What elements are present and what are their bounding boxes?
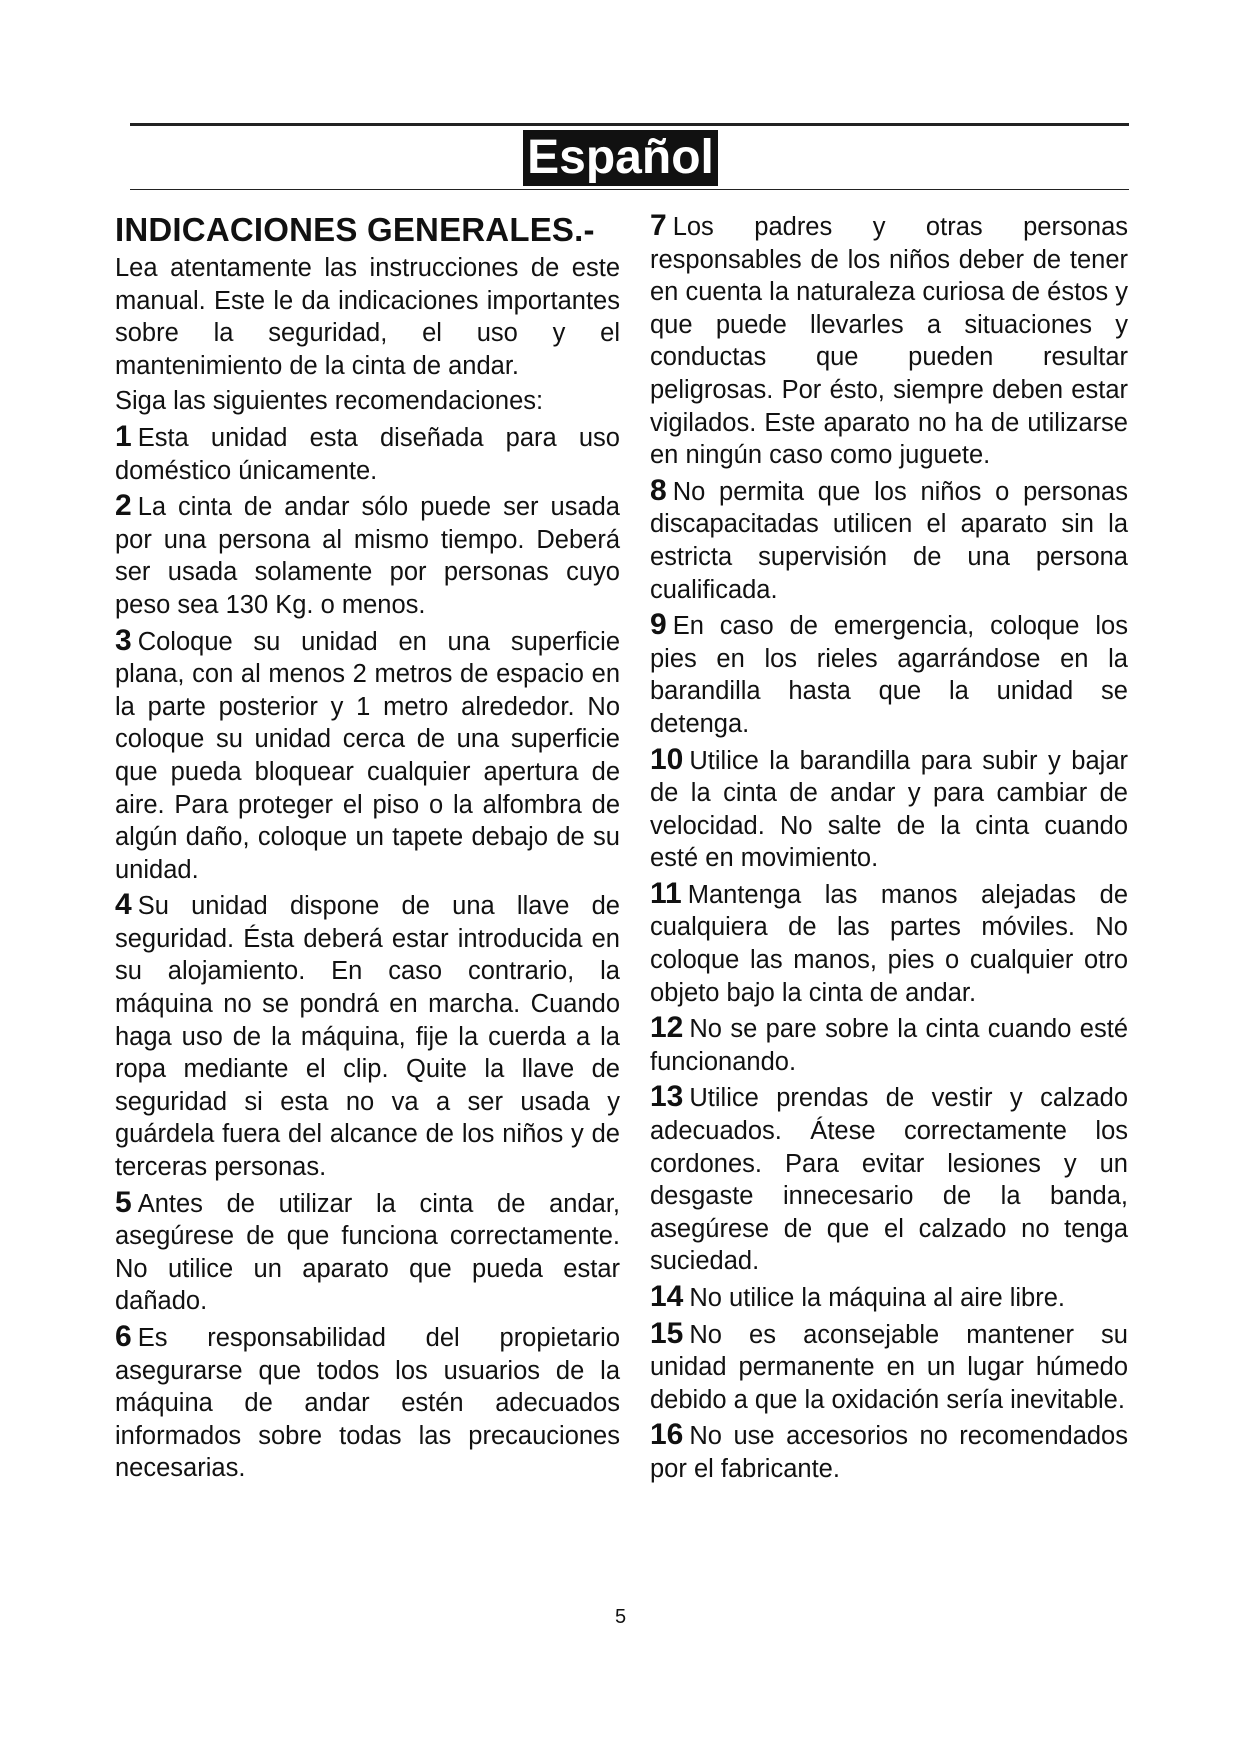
header-bottom-rule [130, 189, 1129, 190]
right-column [650, 210, 1128, 1489]
item-number: 7 [650, 209, 667, 242]
item-text: Coloque su unidad en una superficie plana, con al menos 2 metros de espacio en la parte posterior y 1 metro alrededor. No coloque su unidad cerca de una superficie que pueda bloquear cualquier apertura de aire. Para proteger el piso o la alfombra de algún daño, coloque un tapete debajo de su unidad. [115, 627, 620, 884]
list-item [650, 1318, 1128, 1417]
item-number: 5 [115, 1185, 132, 1219]
item-text: No use accesorios no recomendados por el fabricante. [650, 1422, 1128, 1483]
item-number: 16 [650, 1418, 684, 1452]
list-item [650, 475, 1128, 606]
item-text: Es responsabilidad del propietario asegurarse que todos los usuarios de la máquina de andar estén adecuados informados sobre todas las precauciones necesarias. [115, 1324, 620, 1483]
language-header [0, 130, 1241, 186]
item-text: No se pare sobre la cinta cuando esté funcionando. [650, 1015, 1128, 1076]
page-number: 5 [614, 1606, 627, 1628]
item-number: 3 [115, 623, 132, 657]
list-item [650, 878, 1128, 1009]
list-item [650, 1012, 1128, 1078]
lead-paragraph: Siga las siguientes recomendaciones: [115, 387, 544, 416]
language-label: Español [523, 130, 718, 186]
item-text: La cinta de andar sólo puede ser usada por una persona al mismo tiempo. Deberá ser usada solamente por personas cuyo peso sea 130 Kg. o menos. [115, 493, 620, 619]
item-number: 13 [650, 1080, 684, 1114]
item-text: No es aconsejable mantener su unidad permanente en un lugar húmedo debido a que la oxidación sería inevitable. [650, 1320, 1128, 1414]
list-item [650, 1419, 1128, 1485]
item-number: 6 [115, 1320, 132, 1353]
item-number: 14 [650, 1280, 684, 1313]
list-item [115, 1187, 620, 1318]
list-item [650, 1281, 1128, 1315]
list-item [650, 210, 1128, 472]
item-number: 11 [650, 876, 682, 910]
item-text: Mantenga las manos alejadas de cualquiera de las partes móviles. No coloque las manos, pies o cualquier otro objeto bajo la cinta de andar. [650, 880, 1128, 1007]
item-text: En caso de emergencia, coloque los pies en los rieles agarrándose en la barandilla hasta que la unidad se detenga. [650, 612, 1128, 738]
list-item [115, 1321, 620, 1485]
item-number: 4 [115, 888, 132, 922]
item-text: No utilice la máquina al aire libre. [689, 1284, 1065, 1312]
list-item [115, 490, 620, 621]
list-item [115, 625, 620, 887]
item-number: 8 [650, 473, 667, 507]
item-text: Utilice la barandilla para subir y bajar de la cinta de andar y para cambiar de velocidad. No salte de la cinta cuando esté en movimiento. [650, 746, 1128, 873]
item-text: Esta unidad esta diseñada para uso doméstico únicamente. [115, 423, 620, 485]
item-text: No permita que los niños o personas discapacitadas utilicen el aparato sin la estricta supervisión de una persona cualificada. [650, 477, 1128, 604]
item-number: 10 [650, 742, 684, 776]
intro-paragraph: Lea atentamente las instrucciones de este manual. Este le da indicaciones importantes sobre la seguridad, el uso y el mantenimiento de la cinta de andar. [115, 254, 620, 380]
list-item [115, 889, 620, 1183]
item-number: 1 [115, 419, 132, 453]
item-text: Los padres y otras personas responsables de los niños deber de tener en cuenta la naturaleza curiosa de éstos y que puede llevarles a situaciones y conductas que pueden resultar peligrosas. Por ésto, siempre deben estar vigilados. Este aparato no ha de utilizarse en ningún caso como juguete. [650, 213, 1128, 470]
list-item [115, 421, 620, 487]
section-title: INDICACIONES GENERALES.- [115, 211, 595, 248]
list-item [650, 1081, 1128, 1278]
left-column [115, 210, 620, 1488]
list-item [650, 744, 1128, 875]
list-item [650, 609, 1128, 740]
item-number: 12 [650, 1011, 684, 1045]
item-text: Antes de utilizar la cinta de andar, asegúrese de que funciona correctamente. No utilice un aparato que pueda estar dañado. [115, 1189, 620, 1316]
item-number: 15 [650, 1316, 684, 1350]
item-number: 9 [650, 608, 667, 642]
item-text: Utilice prendas de vestir y calzado adecuados. Átese correctamente los cordones. Para evitar lesiones y un desgaste innecesario de la banda, asegúrese de que el calzado no tenga suciedad. [650, 1084, 1128, 1276]
item-text: Su unidad dispone de una llave de seguridad. Ésta deberá estar introducida en su alojamiento. En caso contrario, la máquina no se pondrá en marcha. Cuando haga uso de la máquina, fije la cuerda a la ropa mediante el clip. Quite la llave de seguridad si esta no va a ser usada y guárdela fuera del alcance de los niños y de terceras personas. [115, 892, 620, 1182]
header-top-rule [130, 123, 1129, 126]
item-number: 2 [115, 489, 132, 523]
